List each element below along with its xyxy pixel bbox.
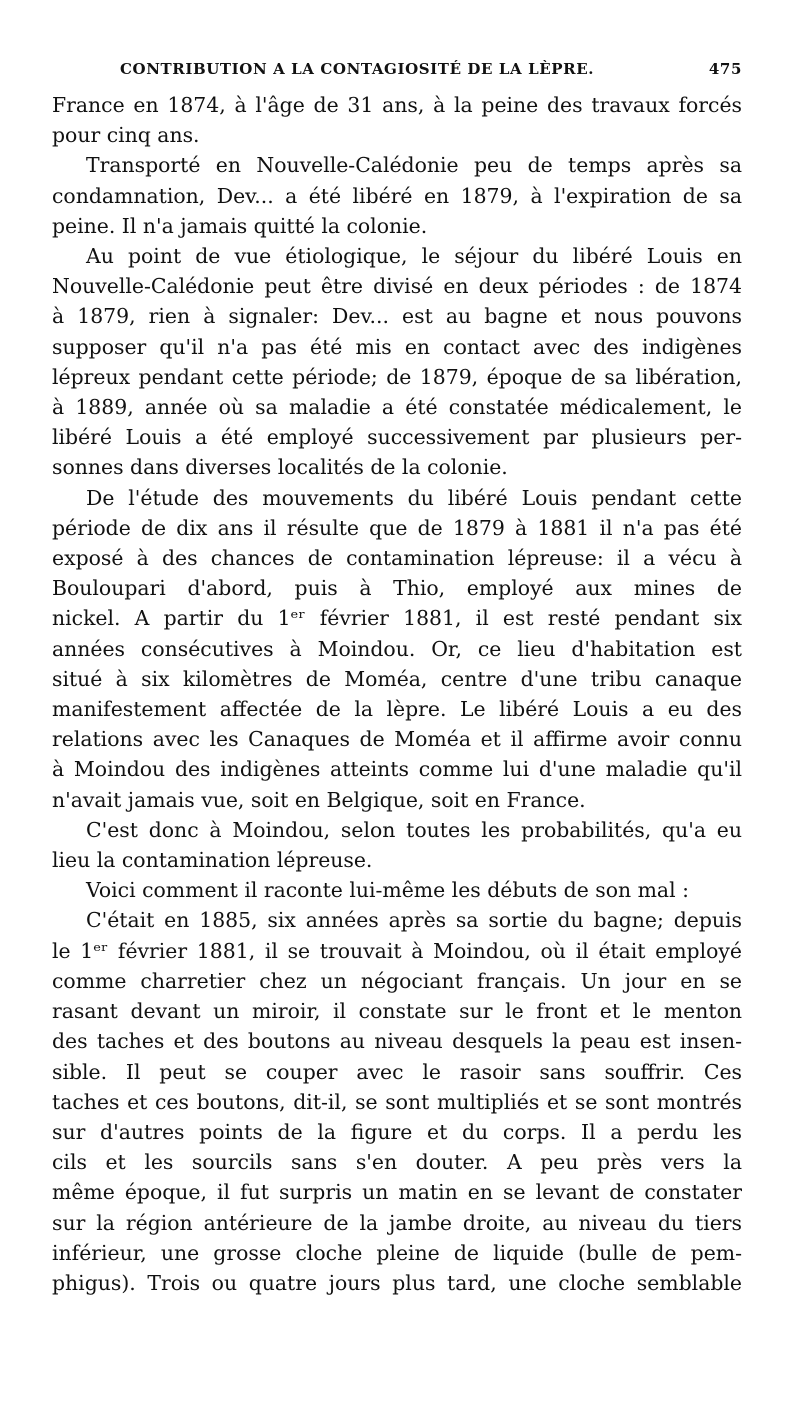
text-line: à 1889, année où sa maladie a été constatée médicalement, le xyxy=(52,395,742,420)
text-line: pour cinq ans. xyxy=(52,123,200,148)
text-line: années consécutives à Moindou. Or, ce lieu d'habitation est xyxy=(52,636,742,661)
text-line: à 1879, rien à signaler: Dev... est au bagne et nous pouvons xyxy=(52,304,742,329)
text-line: des taches et des boutons au niveau desquels la peau est insen- xyxy=(52,1029,742,1054)
text-line: C'est donc à Moindou, selon toutes les probabilités, qu'a eu xyxy=(86,817,742,842)
text-line: situé à six kilomètres de Moméa, centre d'une tribu canaque xyxy=(52,666,742,691)
text-line: comme charretier chez un négociant français. Un jour en se xyxy=(52,968,742,993)
text-line: De l'étude des mouvements du libéré Louis pendant cette xyxy=(86,485,742,510)
text-line: rasant devant un miroir, il constate sur le front et le menton xyxy=(52,999,742,1024)
text-line: relations avec les Canaques de Moméa et il affirme avoir connu xyxy=(52,727,742,752)
text-line: manifestement affectée de la lèpre. Le libéré Louis a eu des xyxy=(52,697,742,722)
text-line: peine. Il n'a jamais quitté la colonie. xyxy=(52,213,428,238)
text-line: Nouvelle-Calédonie peut être divisé en deux périodes : de 1874 xyxy=(52,274,742,299)
text-line: France en 1874, à l'âge de 31 ans, à la peine des travaux forcés xyxy=(52,93,742,117)
text-line: sible. Il peut se couper avec le rasoir sans souffrir. Ces xyxy=(52,1059,742,1084)
running-title: CONTRIBUTION A LA CONTAGIOSITÉ DE LA LÈPRE. xyxy=(120,60,595,78)
text-line: sur la région antérieure de la jambe droite, au niveau du tiers xyxy=(52,1210,742,1235)
text-line: phigus). Trois ou quatre jours plus tard, une cloche semblable xyxy=(52,1270,742,1295)
text-line: sonnes dans diverses localités de la colonie. xyxy=(52,455,508,480)
page-number: 475 xyxy=(708,60,742,78)
text-line: libéré Louis a été employé successivement par plusieurs per- xyxy=(52,425,742,450)
text-line: période de dix ans il résulte que de 1879 à 1881 il n'a pas été xyxy=(52,515,742,540)
text-line: Bouloupari d'abord, puis à Thio, employé aux mines de xyxy=(52,576,742,601)
text-line: lieu la contamination lépreuse. xyxy=(52,848,373,873)
text-line: taches et ces boutons, dit-il, se sont multipliés et se sont montrés xyxy=(52,1089,742,1114)
text-line: lépreux pendant cette période; de 1879, époque de sa libération, xyxy=(52,364,742,389)
text-line: cils et les sourcils sans s'en douter. A peu près vers la xyxy=(52,1150,742,1175)
text-line: Transporté en Nouvelle-Calédonie peu de temps après sa xyxy=(86,153,742,178)
running-head xyxy=(120,60,742,90)
text-line: n'avait jamais vue, soit en Belgique, soit en France. xyxy=(52,787,586,812)
text-line: Voici comment il raconte lui-même les débuts de son mal : xyxy=(86,878,689,903)
text-line: Au point de vue étiologique, le séjour du libéré Louis en xyxy=(86,244,742,269)
text-line: exposé à des chances de contamination lépreuse: il a vécu à xyxy=(52,546,742,571)
text-line: inférieur, une grosse cloche pleine de liquide (bulle de pem- xyxy=(52,1240,742,1265)
body-text xyxy=(52,90,742,1298)
text-line: le 1ᵉʳ février 1881, il se trouvait à Moindou, où il était employé xyxy=(52,938,742,963)
text-line: même époque, il fut surpris un matin en se levant de constater xyxy=(52,1180,742,1205)
text-line: C'était en 1885, six années après sa sortie du bagne; depuis xyxy=(86,908,742,933)
text-line: à Moindou des indigènes atteints comme lui d'une maladie qu'il xyxy=(52,757,742,782)
text-line: sur d'autres points de la figure et du corps. Il a perdu les xyxy=(52,1119,742,1144)
text-line: supposer qu'il n'a pas été mis en contact avec des indigènes xyxy=(52,334,742,359)
text-line: nickel. A partir du 1ᵉʳ février 1881, il est resté pendant six xyxy=(52,606,742,631)
text-line: condamnation, Dev... a été libéré en 1879, à l'expiration de sa xyxy=(52,183,742,208)
